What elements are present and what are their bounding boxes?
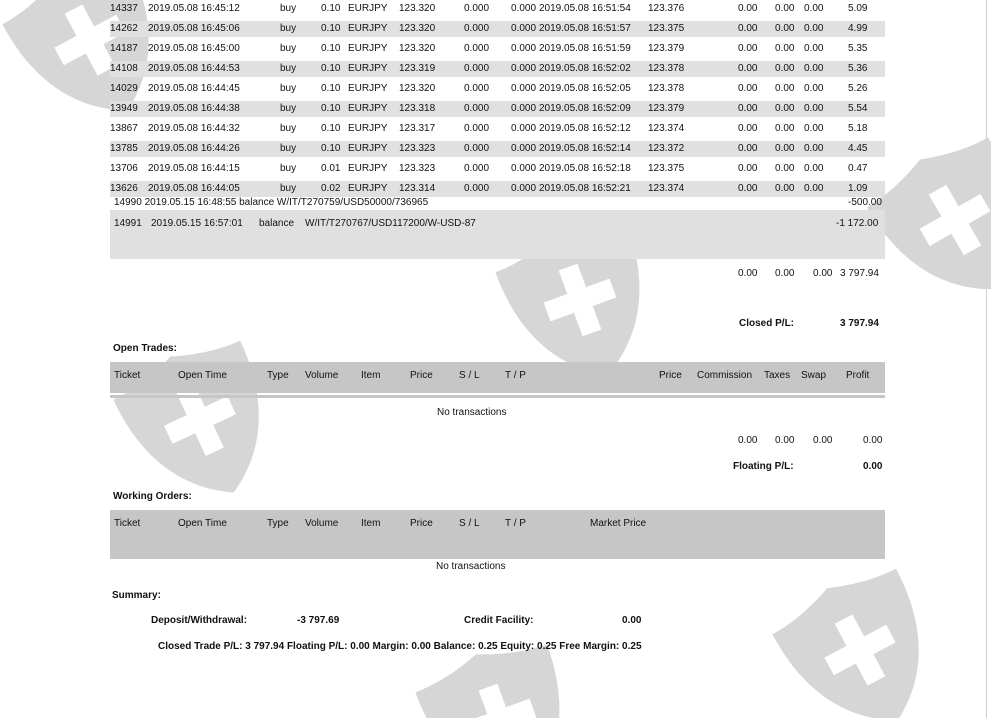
cell-swap: 0.00: [804, 3, 824, 14]
balance-row-2-time: 2019.05.15 16:57:01: [151, 218, 243, 229]
cell-volume: 0.01: [321, 163, 341, 174]
ot-col-price2: Price: [659, 370, 682, 381]
deposit-label: Deposit/Withdrawal:: [151, 615, 248, 626]
cell-item: EURJPY: [348, 63, 388, 74]
cell-volume: 0.10: [321, 3, 341, 14]
closed-pl-value: 3 797.94: [840, 318, 879, 329]
cell-volume: 0.02: [321, 183, 341, 194]
cell-close-time: 2019.05.08 16:51:59: [539, 43, 631, 54]
ot-col-volume: Volume: [305, 370, 339, 381]
cell-commission: 0.00: [738, 3, 758, 14]
cell-ticket: 13949: [110, 103, 138, 114]
cell-type: buy: [280, 123, 297, 134]
cell-type: buy: [280, 63, 297, 74]
ot-total-swap: 0.00: [813, 435, 833, 446]
ot-col-profit: Profit: [846, 370, 870, 381]
cell-open-price: 123.320: [399, 83, 436, 94]
cell-close-price: 123.378: [648, 63, 685, 74]
cell-close-price: 123.375: [648, 23, 685, 34]
cell-open-time: 2019.05.08 16:45:06: [148, 23, 240, 34]
cell-tp: 0.000: [511, 83, 537, 94]
cell-item: EURJPY: [348, 23, 388, 34]
wo-col-market-price: Market Price: [590, 518, 647, 529]
wo-col-item: Item: [361, 518, 381, 529]
cell-swap: 0.00: [804, 63, 824, 74]
cell-volume: 0.10: [321, 123, 341, 134]
ot-col-swap: Swap: [801, 370, 827, 381]
cell-ticket: 14187: [110, 43, 138, 54]
cell-taxes: 0.00: [775, 163, 795, 174]
cell-commission: 0.00: [738, 123, 758, 134]
cell-tp: 0.000: [511, 183, 537, 194]
cell-commission: 0.00: [738, 83, 758, 94]
cell-close-time: 2019.05.08 16:52:02: [539, 63, 631, 74]
cell-close-time: 2019.05.08 16:52:14: [539, 143, 631, 154]
cell-open-time: 2019.05.08 16:44:05: [148, 183, 240, 194]
cell-sl: 0.000: [464, 143, 490, 154]
cell-profit: 5.35: [848, 43, 868, 54]
summary-title: Summary:: [112, 590, 161, 601]
cell-swap: 0.00: [804, 83, 824, 94]
cell-taxes: 0.00: [775, 123, 795, 134]
cell-open-time: 2019.05.08 16:44:53: [148, 63, 240, 74]
cell-sl: 0.000: [464, 123, 490, 134]
cell-profit: 0.47: [848, 163, 868, 174]
cell-item: EURJPY: [348, 103, 388, 114]
ot-col-price: Price: [410, 370, 433, 381]
balance-row-1-amount: -500.00: [848, 197, 882, 208]
cell-close-time: 2019.05.08 16:52:21: [539, 183, 631, 194]
cell-profit: 5.09: [848, 3, 868, 14]
cell-taxes: 0.00: [775, 63, 795, 74]
cell-open-time: 2019.05.08 16:44:32: [148, 123, 240, 134]
cell-item: EURJPY: [348, 163, 388, 174]
cell-close-time: 2019.05.08 16:52:12: [539, 123, 631, 134]
cell-item: EURJPY: [348, 3, 388, 14]
cell-taxes: 0.00: [775, 103, 795, 114]
cell-open-time: 2019.05.08 16:45:12: [148, 3, 240, 14]
cell-volume: 0.10: [321, 63, 341, 74]
cell-sl: 0.000: [464, 23, 490, 34]
cell-type: buy: [280, 83, 297, 94]
cell-close-time: 2019.05.08 16:51:57: [539, 23, 631, 34]
cell-type: buy: [280, 3, 297, 14]
cell-taxes: 0.00: [775, 183, 795, 194]
cell-swap: 0.00: [804, 163, 824, 174]
cell-profit: 5.26: [848, 83, 868, 94]
cell-commission: 0.00: [738, 23, 758, 34]
cell-close-time: 2019.05.08 16:52:05: [539, 83, 631, 94]
cell-type: buy: [280, 43, 297, 54]
cell-commission: 0.00: [738, 183, 758, 194]
cell-swap: 0.00: [804, 183, 824, 194]
cell-volume: 0.10: [321, 83, 341, 94]
cell-taxes: 0.00: [775, 143, 795, 154]
cell-sl: 0.000: [464, 63, 490, 74]
cell-sl: 0.000: [464, 3, 490, 14]
cell-tp: 0.000: [511, 43, 537, 54]
cell-tp: 0.000: [511, 143, 537, 154]
ot-col-item: Item: [361, 370, 381, 381]
cell-volume: 0.10: [321, 143, 341, 154]
cell-close-time: 2019.05.08 16:51:54: [539, 3, 631, 14]
wo-col-type: Type: [267, 518, 289, 529]
ot-col-type: Type: [267, 370, 289, 381]
wo-col-ticket: Ticket: [114, 518, 141, 529]
cell-type: buy: [280, 103, 297, 114]
cell-tp: 0.000: [511, 63, 537, 74]
wo-col-sl: S / L: [459, 518, 480, 529]
balance-row-2-type: balance: [259, 218, 295, 229]
ot-col-commission: Commission: [697, 370, 753, 381]
cell-type: buy: [280, 163, 297, 174]
cell-close-price: 123.374: [648, 123, 685, 134]
cell-sl: 0.000: [464, 103, 490, 114]
wo-col-price: Price: [410, 518, 433, 529]
closed-total-swap: 0.00: [813, 268, 833, 279]
cell-item: EURJPY: [348, 43, 388, 54]
cell-close-price: 123.379: [648, 43, 685, 54]
cell-open-time: 2019.05.08 16:44:45: [148, 83, 240, 94]
cell-taxes: 0.00: [775, 83, 795, 94]
cell-item: EURJPY: [348, 183, 388, 194]
wo-col-open-time: Open Time: [178, 518, 227, 529]
cell-tp: 0.000: [511, 123, 537, 134]
cell-taxes: 0.00: [775, 23, 795, 34]
balance-row-2-ticket: 14991: [114, 218, 142, 229]
cell-close-price: 123.376: [648, 3, 685, 14]
cell-sl: 0.000: [464, 163, 490, 174]
cell-open-time: 2019.05.08 16:44:38: [148, 103, 240, 114]
cell-item: EURJPY: [348, 83, 388, 94]
credit-value: 0.00: [622, 615, 642, 626]
cell-volume: 0.10: [321, 23, 341, 34]
ot-col-sl: S / L: [459, 370, 480, 381]
cell-profit: 5.18: [848, 123, 868, 134]
cell-type: buy: [280, 143, 297, 154]
cell-open-price: 123.323: [399, 163, 436, 174]
cell-swap: 0.00: [804, 23, 824, 34]
cell-open-price: 123.320: [399, 3, 436, 14]
ot-col-open-time: Open Time: [178, 370, 227, 381]
cell-open-price: 123.317: [399, 123, 436, 134]
working-orders-title: Working Orders:: [113, 491, 192, 502]
ot-col-taxes: Taxes: [764, 370, 791, 381]
cell-ticket: 13785: [110, 143, 138, 154]
cell-close-price: 123.378: [648, 83, 685, 94]
cell-volume: 0.10: [321, 103, 341, 114]
cell-profit: 4.45: [848, 143, 868, 154]
cell-ticket: 14108: [110, 63, 138, 74]
cell-item: EURJPY: [348, 143, 388, 154]
wo-col-volume: Volume: [305, 518, 339, 529]
cell-commission: 0.00: [738, 143, 758, 154]
cell-open-time: 2019.05.08 16:44:15: [148, 163, 240, 174]
floating-pl-label: Floating P/L:: [733, 461, 794, 472]
cell-close-price: 123.375: [648, 163, 685, 174]
cell-close-price: 123.372: [648, 143, 685, 154]
cell-close-price: 123.374: [648, 183, 685, 194]
cell-ticket: 14262: [110, 23, 138, 34]
cell-close-time: 2019.05.08 16:52:18: [539, 163, 631, 174]
ot-col-ticket: Ticket: [114, 370, 141, 381]
closed-pl-label: Closed P/L:: [739, 318, 795, 329]
cell-open-price: 123.320: [399, 23, 436, 34]
ot-col-tp: T / P: [505, 370, 526, 381]
cell-profit: 1.09: [848, 183, 868, 194]
cell-open-price: 123.319: [399, 63, 436, 74]
closed-total-profit: 3 797.94: [840, 268, 879, 279]
cell-ticket: 13706: [110, 163, 138, 174]
cell-open-price: 123.323: [399, 143, 436, 154]
cell-volume: 0.10: [321, 43, 341, 54]
cell-close-price: 123.379: [648, 103, 685, 114]
cell-sl: 0.000: [464, 83, 490, 94]
cell-commission: 0.00: [738, 103, 758, 114]
cell-tp: 0.000: [511, 23, 537, 34]
working-orders-empty: No transactions: [436, 561, 506, 572]
cell-tp: 0.000: [511, 103, 537, 114]
cell-taxes: 0.00: [775, 43, 795, 54]
credit-label: Credit Facility:: [464, 615, 534, 626]
cell-close-time: 2019.05.08 16:52:09: [539, 103, 631, 114]
ot-total-taxes: 0.00: [775, 435, 795, 446]
cell-open-price: 123.318: [399, 103, 436, 114]
ot-total-profit: 0.00: [863, 435, 883, 446]
cell-type: buy: [280, 183, 297, 194]
floating-pl-value: 0.00: [863, 461, 883, 472]
ot-total-commission: 0.00: [738, 435, 758, 446]
cell-open-time: 2019.05.08 16:44:26: [148, 143, 240, 154]
open-trades-title: Open Trades:: [113, 343, 177, 354]
cell-sl: 0.000: [464, 43, 490, 54]
cell-sl: 0.000: [464, 183, 490, 194]
closed-total-taxes: 0.00: [775, 268, 795, 279]
balance-row-2-comment: W/IT/T270767/USD117200/W-USD-87: [305, 218, 476, 229]
cell-open-price: 123.314: [399, 183, 436, 194]
cell-open-price: 123.320: [399, 43, 436, 54]
cell-type: buy: [280, 23, 297, 34]
cell-commission: 0.00: [738, 163, 758, 174]
cell-open-time: 2019.05.08 16:45:00: [148, 43, 240, 54]
closed-total-commission: 0.00: [738, 268, 758, 279]
cell-swap: 0.00: [804, 43, 824, 54]
balance-row-2-amount: -1 172.00: [836, 218, 879, 229]
cell-ticket: 14029: [110, 83, 138, 94]
cell-commission: 0.00: [738, 63, 758, 74]
cell-ticket: 13626: [110, 183, 138, 194]
cell-tp: 0.000: [511, 163, 537, 174]
summary-totals-line: Closed Trade P/L: 3 797.94 Floating P/L: 0.00 Margin: 0.00 Balance: 0.25 Equity: 0.25 Free Margin: 0.25: [158, 641, 642, 652]
cell-profit: 4.99: [848, 23, 868, 34]
cell-swap: 0.00: [804, 103, 824, 114]
open-trades-header-rule: [110, 395, 885, 398]
cell-item: EURJPY: [348, 123, 388, 134]
deposit-value: -3 797.69: [297, 615, 340, 626]
cell-ticket: 13867: [110, 123, 138, 134]
cell-tp: 0.000: [511, 3, 537, 14]
cell-profit: 5.36: [848, 63, 868, 74]
cell-taxes: 0.00: [775, 3, 795, 14]
cell-profit: 5.54: [848, 103, 868, 114]
cell-commission: 0.00: [738, 43, 758, 54]
cell-swap: 0.00: [804, 123, 824, 134]
open-trades-empty: No transactions: [437, 407, 507, 418]
balance-row-1-text: 14990 2019.05.15 16:48:55 balance W/IT/T270759/USD50000/736965: [114, 197, 429, 208]
cell-swap: 0.00: [804, 143, 824, 154]
wo-col-tp: T / P: [505, 518, 526, 529]
cell-ticket: 14337: [110, 3, 138, 14]
